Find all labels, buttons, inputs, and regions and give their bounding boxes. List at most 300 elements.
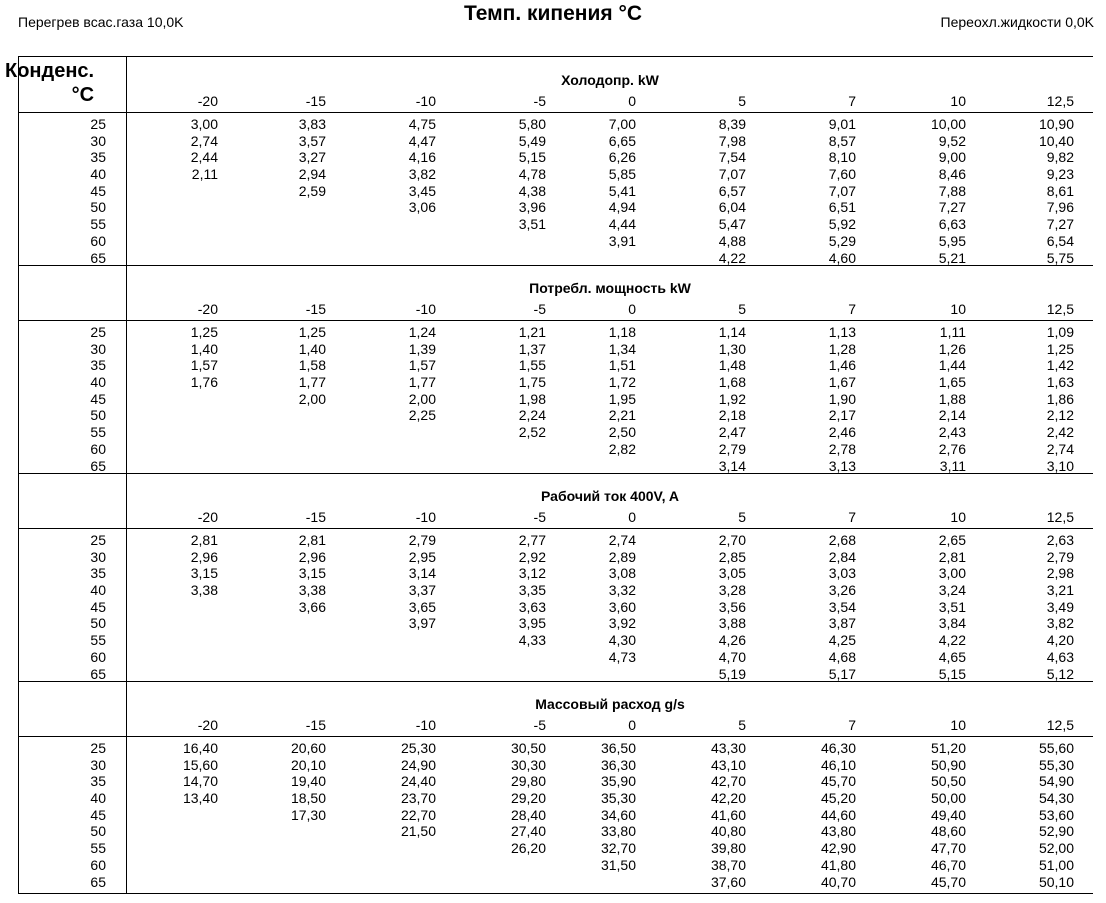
table-cell: 19,40 bbox=[290, 773, 326, 790]
table-cell: 1,77 bbox=[408, 374, 436, 391]
table-cell: 8,10 bbox=[828, 149, 856, 166]
table-cell bbox=[299, 199, 326, 216]
table-cell: 3,37 bbox=[408, 582, 436, 599]
evap-temp-header: -20 bbox=[197, 301, 218, 317]
header-rule bbox=[19, 528, 1093, 529]
evap-temp-header: 0 bbox=[628, 93, 636, 109]
table-cell bbox=[183, 807, 218, 824]
table-cell: 25,30 bbox=[400, 740, 436, 756]
table-cell: 4,26 bbox=[718, 632, 746, 649]
table-cell: 2,89 bbox=[608, 548, 636, 565]
table-cell: 1,55 bbox=[518, 357, 546, 374]
table-cell bbox=[291, 874, 326, 891]
table-cell: 2,00 bbox=[408, 390, 436, 407]
condensing-temp-cell: 65 bbox=[90, 665, 106, 682]
table-cell: 3,87 bbox=[828, 615, 856, 632]
evap-temp-header: 12,5 bbox=[1046, 301, 1074, 317]
table-cell: 52,90 bbox=[1038, 823, 1074, 840]
table-cell: 54,90 bbox=[1038, 773, 1074, 790]
table-cell: 7,00 bbox=[608, 116, 636, 132]
value-column bbox=[1039, 116, 1074, 266]
table-cell: 53,60 bbox=[1038, 806, 1074, 823]
section-title: Рабочий ток 400V, A bbox=[541, 488, 679, 504]
table-cell: 1,18 bbox=[608, 324, 636, 340]
table-cell: 1,98 bbox=[518, 390, 546, 407]
table-cell: 3,57 bbox=[298, 132, 326, 149]
section-divider bbox=[19, 265, 1093, 266]
table-cell: 1,28 bbox=[828, 340, 856, 357]
evap-temp-header: 5 bbox=[738, 509, 746, 525]
value-column bbox=[191, 116, 218, 266]
table-cell: 4,94 bbox=[608, 199, 636, 216]
table-cell: 46,70 bbox=[930, 856, 966, 873]
table-cell: 3,38 bbox=[190, 582, 218, 599]
table-cell: 3,92 bbox=[608, 615, 636, 632]
table-cell: 3,45 bbox=[408, 182, 436, 199]
table-cell: 7,27 bbox=[1046, 216, 1074, 233]
table-cell: 3,12 bbox=[518, 565, 546, 582]
table-cell: 9,01 bbox=[828, 116, 856, 132]
table-cell: 41,80 bbox=[820, 856, 856, 873]
table-cell: 52,00 bbox=[1038, 840, 1074, 857]
table-cell: 50,00 bbox=[930, 790, 966, 807]
evap-temp-header: 0 bbox=[628, 509, 636, 525]
table-cell: 5,80 bbox=[518, 116, 546, 132]
table-cell bbox=[291, 823, 326, 840]
table-cell: 5,17 bbox=[828, 665, 856, 682]
table-cell: 5,92 bbox=[828, 216, 856, 233]
value-column bbox=[511, 740, 546, 890]
table-cell bbox=[401, 840, 436, 857]
condensing-temp-cell: 60 bbox=[90, 232, 106, 249]
table-cell bbox=[299, 615, 326, 632]
value-column bbox=[601, 740, 636, 890]
table-cell: 3,95 bbox=[518, 615, 546, 632]
table-cell: 3,49 bbox=[1046, 598, 1074, 615]
table-cell: 14,70 bbox=[182, 773, 218, 790]
table-cell bbox=[191, 666, 218, 683]
table-cell: 3,03 bbox=[828, 565, 856, 582]
condensing-temp-header bbox=[5, 59, 94, 107]
table-cell: 2,94 bbox=[298, 166, 326, 183]
subcooling-label: Переохл.жидкости 0,0K bbox=[940, 14, 1094, 30]
table-cell: 8,61 bbox=[1046, 182, 1074, 199]
table-cell: 3,38 bbox=[298, 582, 326, 599]
table-cell: 45,20 bbox=[820, 790, 856, 807]
table-cell: 4,68 bbox=[828, 648, 856, 665]
table-cell: 2,42 bbox=[1046, 424, 1074, 441]
table-cell: 7,60 bbox=[828, 166, 856, 183]
value-column bbox=[719, 324, 746, 474]
value-column bbox=[299, 532, 326, 682]
table-cell bbox=[299, 407, 326, 424]
table-cell: 1,40 bbox=[190, 340, 218, 357]
table-cell: 6,51 bbox=[828, 199, 856, 216]
table-cell: 2,95 bbox=[408, 548, 436, 565]
table-cell bbox=[183, 874, 218, 891]
table-cell: 36,30 bbox=[600, 756, 636, 773]
table-cell: 16,40 bbox=[182, 740, 218, 756]
table-cell: 4,30 bbox=[608, 632, 636, 649]
table-cell: 4,63 bbox=[1046, 648, 1074, 665]
table-cell: 1,57 bbox=[408, 357, 436, 374]
table-cell: 18,50 bbox=[290, 790, 326, 807]
condensing-temp-cell: 35 bbox=[90, 149, 106, 166]
table-cell: 1,09 bbox=[1046, 324, 1074, 340]
value-column bbox=[409, 116, 436, 266]
table-cell: 2,47 bbox=[718, 424, 746, 441]
table-cell bbox=[409, 250, 436, 267]
table-cell: 6,04 bbox=[718, 199, 746, 216]
table-cell: 2,79 bbox=[408, 532, 436, 548]
table-cell: 7,07 bbox=[828, 182, 856, 199]
table-cell: 6,63 bbox=[938, 216, 966, 233]
evap-temp-header: -15 bbox=[305, 93, 326, 109]
evap-temp-header: -5 bbox=[533, 509, 546, 525]
table-cell: 3,15 bbox=[298, 565, 326, 582]
table-cell: 5,29 bbox=[828, 232, 856, 249]
evap-temp-header: 7 bbox=[848, 93, 856, 109]
table-cell: 9,82 bbox=[1046, 149, 1074, 166]
table-cell: 3,51 bbox=[938, 598, 966, 615]
table-cell: 49,40 bbox=[930, 806, 966, 823]
condensing-temp-cell: 30 bbox=[90, 548, 106, 565]
condensing-temp-cell: 50 bbox=[90, 823, 106, 840]
table-cell: 5,21 bbox=[938, 249, 966, 266]
condensing-temp-cell: 55 bbox=[90, 424, 106, 441]
table-cell bbox=[191, 424, 218, 441]
table-cell: 3,00 bbox=[190, 116, 218, 132]
value-column bbox=[821, 740, 856, 890]
table-cell: 4,88 bbox=[718, 232, 746, 249]
table-cell: 7,07 bbox=[718, 166, 746, 183]
table-cell: 9,23 bbox=[1046, 166, 1074, 183]
table-cell: 1,37 bbox=[518, 340, 546, 357]
table-cell: 37,60 bbox=[710, 873, 746, 890]
condensing-temp-cell: 50 bbox=[90, 407, 106, 424]
table-cell: 1,95 bbox=[608, 390, 636, 407]
table-cell: 50,50 bbox=[930, 773, 966, 790]
table-cell: 4,22 bbox=[938, 632, 966, 649]
table-cell bbox=[191, 407, 218, 424]
table-cell: 3,08 bbox=[608, 565, 636, 582]
table-cell: 43,80 bbox=[820, 823, 856, 840]
value-column bbox=[609, 116, 636, 266]
table-cell: 2,43 bbox=[938, 424, 966, 441]
evap-temp-header: 5 bbox=[738, 93, 746, 109]
table-cell: 3,00 bbox=[938, 565, 966, 582]
table-cell: 29,20 bbox=[510, 790, 546, 807]
table-cell: 8,39 bbox=[718, 116, 746, 132]
value-column bbox=[931, 116, 966, 266]
table-cell: 1,40 bbox=[298, 340, 326, 357]
evap-temp-header: 5 bbox=[738, 717, 746, 733]
table-cell bbox=[299, 649, 326, 666]
table-cell: 1,68 bbox=[718, 374, 746, 391]
value-column bbox=[1047, 324, 1074, 474]
table-cell: 2,84 bbox=[828, 548, 856, 565]
table-cell: 10,90 bbox=[1038, 116, 1074, 132]
table-cell: 45,70 bbox=[930, 873, 966, 890]
table-cell bbox=[299, 250, 326, 267]
table-cell bbox=[299, 458, 326, 475]
table-cell: 5,49 bbox=[518, 132, 546, 149]
table-cell: 2,24 bbox=[518, 407, 546, 424]
table-cell: 1,65 bbox=[938, 374, 966, 391]
value-column bbox=[829, 324, 856, 474]
table-cell: 4,16 bbox=[408, 149, 436, 166]
table-cell: 3,32 bbox=[608, 582, 636, 599]
value-column bbox=[409, 324, 436, 474]
table-cell: 1,42 bbox=[1046, 357, 1074, 374]
table-cell: 36,50 bbox=[600, 740, 636, 756]
value-column bbox=[939, 324, 966, 474]
condensing-temp-cell: 65 bbox=[90, 249, 106, 266]
table-cell bbox=[191, 250, 218, 267]
value-column bbox=[719, 532, 746, 682]
table-cell: 3,14 bbox=[718, 457, 746, 474]
table-cell: 3,63 bbox=[518, 598, 546, 615]
table-cell bbox=[401, 874, 436, 891]
evap-temp-header: 5 bbox=[738, 301, 746, 317]
table-cell: 32,70 bbox=[600, 840, 636, 857]
table-cell bbox=[191, 391, 218, 408]
table-cell: 1,75 bbox=[518, 374, 546, 391]
table-cell: 40,70 bbox=[820, 873, 856, 890]
condensing-temp-cell: 25 bbox=[90, 324, 106, 340]
value-column bbox=[191, 532, 218, 682]
condensing-temp-cell: 45 bbox=[90, 598, 106, 615]
table-cell bbox=[519, 441, 546, 458]
table-cell bbox=[299, 441, 326, 458]
table-cell: 30,50 bbox=[510, 740, 546, 756]
value-column bbox=[609, 532, 636, 682]
condensing-temp-column bbox=[90, 116, 106, 266]
table-cell: 1,67 bbox=[828, 374, 856, 391]
table-cell: 5,95 bbox=[938, 232, 966, 249]
table-cell: 9,00 bbox=[938, 149, 966, 166]
table-cell bbox=[299, 666, 326, 683]
table-cell: 2,81 bbox=[298, 532, 326, 548]
table-cell: 1,26 bbox=[938, 340, 966, 357]
value-column bbox=[519, 324, 546, 474]
table-cell bbox=[191, 233, 218, 250]
value-column bbox=[1039, 740, 1074, 890]
table-cell: 1,44 bbox=[938, 357, 966, 374]
column-divider bbox=[126, 57, 127, 893]
evap-temp-header: 0 bbox=[628, 301, 636, 317]
table-cell: 4,25 bbox=[828, 632, 856, 649]
table-cell: 1,90 bbox=[828, 390, 856, 407]
table-cell: 54,30 bbox=[1038, 790, 1074, 807]
table-cell: 6,26 bbox=[608, 149, 636, 166]
table-cell bbox=[191, 183, 218, 200]
table-cell bbox=[191, 615, 218, 632]
table-cell: 2,52 bbox=[518, 424, 546, 441]
evap-temp-header: -20 bbox=[197, 93, 218, 109]
table-cell bbox=[609, 666, 636, 683]
evap-temp-header: -15 bbox=[305, 301, 326, 317]
table-cell: 42,70 bbox=[710, 773, 746, 790]
table-cell: 55,60 bbox=[1038, 740, 1074, 756]
condensing-temp-cell: 35 bbox=[90, 565, 106, 582]
table-cell: 34,60 bbox=[600, 806, 636, 823]
table-cell: 4,70 bbox=[718, 648, 746, 665]
table-cell bbox=[519, 666, 546, 683]
table-cell bbox=[609, 250, 636, 267]
table-cell: 2,25 bbox=[408, 407, 436, 424]
section-title: Потребл. мощность kW bbox=[529, 280, 691, 296]
table-cell: 2,92 bbox=[518, 548, 546, 565]
table-cell bbox=[519, 250, 546, 267]
table-cell: 9,52 bbox=[938, 132, 966, 149]
value-column bbox=[829, 532, 856, 682]
table-cell: 3,10 bbox=[1046, 457, 1074, 474]
table-cell: 13,40 bbox=[182, 790, 218, 807]
table-cell: 2,12 bbox=[1046, 407, 1074, 424]
table-cell: 3,06 bbox=[408, 199, 436, 216]
table-cell: 2,14 bbox=[938, 407, 966, 424]
evap-temp-header: -5 bbox=[533, 93, 546, 109]
evap-temp-header: -10 bbox=[415, 93, 436, 109]
condensing-temp-cell: 65 bbox=[90, 457, 106, 474]
condensing-temp-cell: 30 bbox=[90, 340, 106, 357]
table-cell: 3,66 bbox=[298, 598, 326, 615]
table-cell: 3,54 bbox=[828, 598, 856, 615]
table-cell bbox=[409, 649, 436, 666]
table-cell: 2,81 bbox=[190, 532, 218, 548]
table-cell bbox=[519, 458, 546, 475]
table-cell bbox=[291, 857, 326, 874]
table-cell bbox=[409, 424, 436, 441]
table-cell: 3,84 bbox=[938, 615, 966, 632]
table-cell: 2,81 bbox=[938, 548, 966, 565]
table-cell: 43,10 bbox=[710, 756, 746, 773]
evap-temp-header: 10 bbox=[950, 301, 966, 317]
table-cell: 22,70 bbox=[400, 806, 436, 823]
table-cell: 24,40 bbox=[400, 773, 436, 790]
table-cell: 31,50 bbox=[600, 856, 636, 873]
table-cell: 5,15 bbox=[518, 149, 546, 166]
header-rule bbox=[19, 112, 1093, 113]
table-cell: 28,40 bbox=[510, 806, 546, 823]
table-cell bbox=[299, 216, 326, 233]
table-cell: 1,57 bbox=[190, 357, 218, 374]
table-cell bbox=[191, 458, 218, 475]
table-cell: 6,57 bbox=[718, 182, 746, 199]
section-divider bbox=[19, 473, 1093, 474]
condensing-temp-cell: 50 bbox=[90, 199, 106, 216]
table-cell: 15,60 bbox=[182, 756, 218, 773]
table-cell: 1,63 bbox=[1046, 374, 1074, 391]
table-cell: 4,20 bbox=[1046, 632, 1074, 649]
table-cell: 30,30 bbox=[510, 756, 546, 773]
table-cell: 2,82 bbox=[608, 440, 636, 457]
value-column bbox=[711, 740, 746, 890]
table-cell: 4,44 bbox=[608, 216, 636, 233]
evap-temp-header: -20 bbox=[197, 509, 218, 525]
table-cell: 3,11 bbox=[939, 457, 966, 474]
table-cell bbox=[291, 840, 326, 857]
table-cell bbox=[409, 458, 436, 475]
table-cell: 21,50 bbox=[400, 823, 436, 840]
value-column bbox=[1047, 532, 1074, 682]
table-cell: 48,60 bbox=[930, 823, 966, 840]
table-cell bbox=[511, 857, 546, 874]
table-cell: 2,21 bbox=[608, 407, 636, 424]
condensing-temp-cell: 50 bbox=[90, 615, 106, 632]
table-cell: 45,70 bbox=[820, 773, 856, 790]
table-cell: 4,33 bbox=[518, 632, 546, 649]
table-cell: 35,30 bbox=[600, 790, 636, 807]
evap-temp-header: 12,5 bbox=[1046, 509, 1074, 525]
value-column bbox=[719, 116, 746, 266]
table-cell: 5,19 bbox=[718, 665, 746, 682]
table-cell: 8,46 bbox=[938, 166, 966, 183]
value-column bbox=[299, 324, 326, 474]
table-cell bbox=[299, 632, 326, 649]
table-cell: 4,22 bbox=[718, 249, 746, 266]
table-cell: 1,58 bbox=[298, 357, 326, 374]
table-cell: 50,90 bbox=[930, 756, 966, 773]
condensing-temp-column bbox=[90, 532, 106, 682]
table-cell: 2,65 bbox=[938, 532, 966, 548]
table-cell: 1,14 bbox=[718, 324, 746, 340]
table-cell: 2,70 bbox=[718, 532, 746, 548]
condensing-label: Конденс. bbox=[5, 60, 95, 82]
table-cell: 44,60 bbox=[820, 806, 856, 823]
table-cell bbox=[409, 233, 436, 250]
evap-temp-header: -5 bbox=[533, 301, 546, 317]
condensing-temp-column bbox=[90, 740, 106, 890]
condensing-temp-cell: 35 bbox=[90, 773, 106, 790]
table-cell: 2,96 bbox=[298, 548, 326, 565]
table-cell: 10,00 bbox=[930, 116, 966, 132]
table-cell bbox=[183, 857, 218, 874]
section-title: Холодопр. kW bbox=[561, 72, 659, 88]
condensing-temp-cell: 40 bbox=[90, 790, 106, 807]
evap-temp-header: 10 bbox=[950, 93, 966, 109]
table-cell: 6,65 bbox=[608, 132, 636, 149]
condensing-temp-cell: 40 bbox=[90, 374, 106, 391]
table-cell: 1,25 bbox=[1046, 340, 1074, 357]
table-cell: 2,59 bbox=[298, 182, 326, 199]
table-cell: 1,30 bbox=[718, 340, 746, 357]
evap-temp-header: -5 bbox=[533, 717, 546, 733]
table-cell: 3,83 bbox=[298, 116, 326, 132]
table-cell: 5,47 bbox=[718, 216, 746, 233]
table-cell: 17,30 bbox=[290, 806, 326, 823]
page-title: Темп. кипения °C bbox=[463, 2, 643, 25]
table-cell: 1,76 bbox=[190, 374, 218, 391]
table-cell: 4,60 bbox=[828, 249, 856, 266]
evap-temp-header: -20 bbox=[197, 717, 218, 733]
table-cell bbox=[409, 632, 436, 649]
table-cell: 3,82 bbox=[1046, 615, 1074, 632]
table-cell: 39,80 bbox=[710, 840, 746, 857]
evap-temp-header: 12,5 bbox=[1046, 717, 1074, 733]
condensing-temp-cell: 30 bbox=[90, 132, 106, 149]
table-cell: 3,97 bbox=[408, 615, 436, 632]
table-cell: 1,13 bbox=[828, 324, 856, 340]
table-cell bbox=[191, 649, 218, 666]
table-cell: 7,96 bbox=[1046, 199, 1074, 216]
table-cell: 4,73 bbox=[608, 648, 636, 665]
table-cell: 1,25 bbox=[298, 324, 326, 340]
table-cell: 27,40 bbox=[510, 823, 546, 840]
table-cell: 1,48 bbox=[718, 357, 746, 374]
table-cell: 4,38 bbox=[518, 182, 546, 199]
